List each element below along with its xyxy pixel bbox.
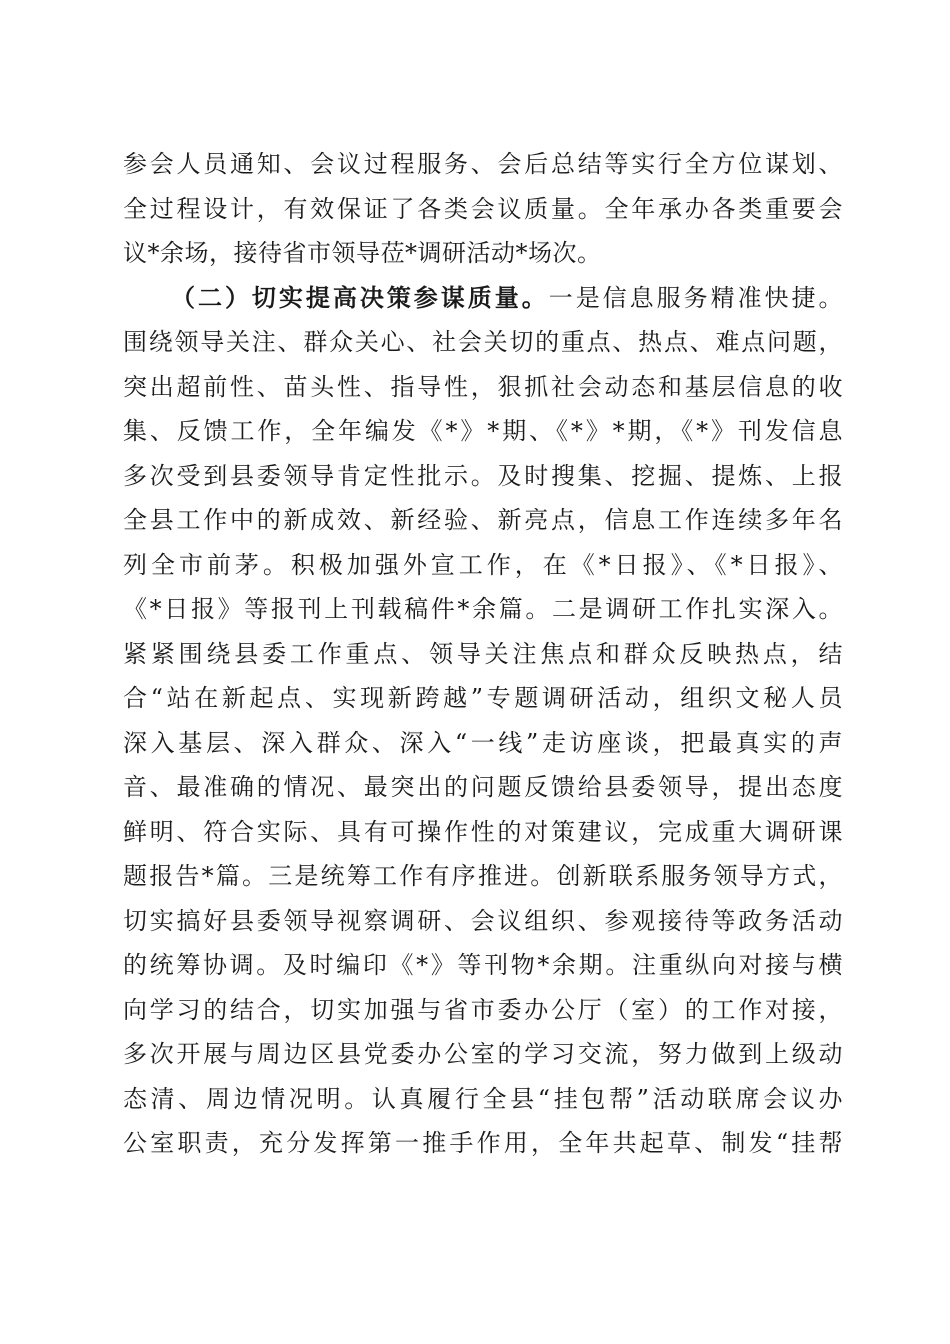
text-line: 参会人员通知、会议过程服务、会后总结等实行全方位谋划、 xyxy=(123,150,843,178)
text-line: 的统筹协调。及时编印《*》等刊物*余期。注重纵向对接与横 xyxy=(123,951,843,979)
text-line: 音、最准确的情况、最突出的问题反馈给县委领导，提出态度 xyxy=(123,773,843,801)
text-line: 题报告*篇。三是统筹工作有序推进。创新联系服务领导方式， xyxy=(123,862,843,890)
text-line: 多次受到县委领导肯定性批示。及时搜集、挖掘、提炼、上报 xyxy=(123,461,843,490)
text-line: 鲜明、符合实际、具有可操作性的对策建议，完成重大调研课 xyxy=(123,817,843,846)
text-line: 公室职责，充分发挥第一推手作用，全年共起草、制发“挂帮 xyxy=(123,1129,843,1157)
text-line: 紧紧围绕县委工作重点、领导关注焦点和群众反映热点，结 xyxy=(123,639,843,668)
section-heading: （二）切实提高决策参谋质量。 xyxy=(171,282,549,312)
text-line: 围绕领导关注、群众关心、社会关切的重点、热点、难点问题， xyxy=(123,328,843,356)
text-line: 态清、周边情况明。认真履行全县“挂包帮”活动联席会议办 xyxy=(123,1084,843,1113)
text-line: 深入基层、深入群众、深入“一线”走访座谈，把最真实的声 xyxy=(123,728,843,757)
text-line: 列全市前茅。积极加强外宣工作，在《*日报》、《*日报》、 xyxy=(123,550,843,579)
text-line: 议*余场，接待省市领导莅*调研活动*场次。 xyxy=(123,239,602,267)
text-line: 切实搞好县委领导视察调研、会议组织、参观接待等政务活动 xyxy=(123,906,843,935)
text-line: 集、反馈工作，全年编发《*》*期、《*》*期，《*》刊发信息 xyxy=(123,417,843,445)
text-line: 合“站在新起点、实现新跨越”专题调研活动，组织文秘人员 xyxy=(123,684,843,712)
text-line: 全过程设计，有效保证了各类会议质量。全年承办各类重要会 xyxy=(123,194,843,223)
text-line: 向学习的结合，切实加强与省市委办公厅（室）的工作对接， xyxy=(123,995,843,1024)
body-text xyxy=(123,142,843,1166)
section-heading-line xyxy=(123,276,843,321)
text-run: 一是信息服务精准快捷。 xyxy=(548,283,844,312)
text-line: 多次开展与周边区县党委办公室的学习交流，努力做到上级动 xyxy=(123,1040,843,1068)
text-line: 全县工作中的新成效、新经验、新亮点，信息工作连续多年名 xyxy=(123,506,843,534)
text-line: 突出超前性、苗头性、指导性，狠抓社会动态和基层信息的收 xyxy=(123,372,843,401)
text-line: 《*日报》等报刊上刊载稿件*余篇。二是调研工作扎实深入。 xyxy=(123,595,843,623)
